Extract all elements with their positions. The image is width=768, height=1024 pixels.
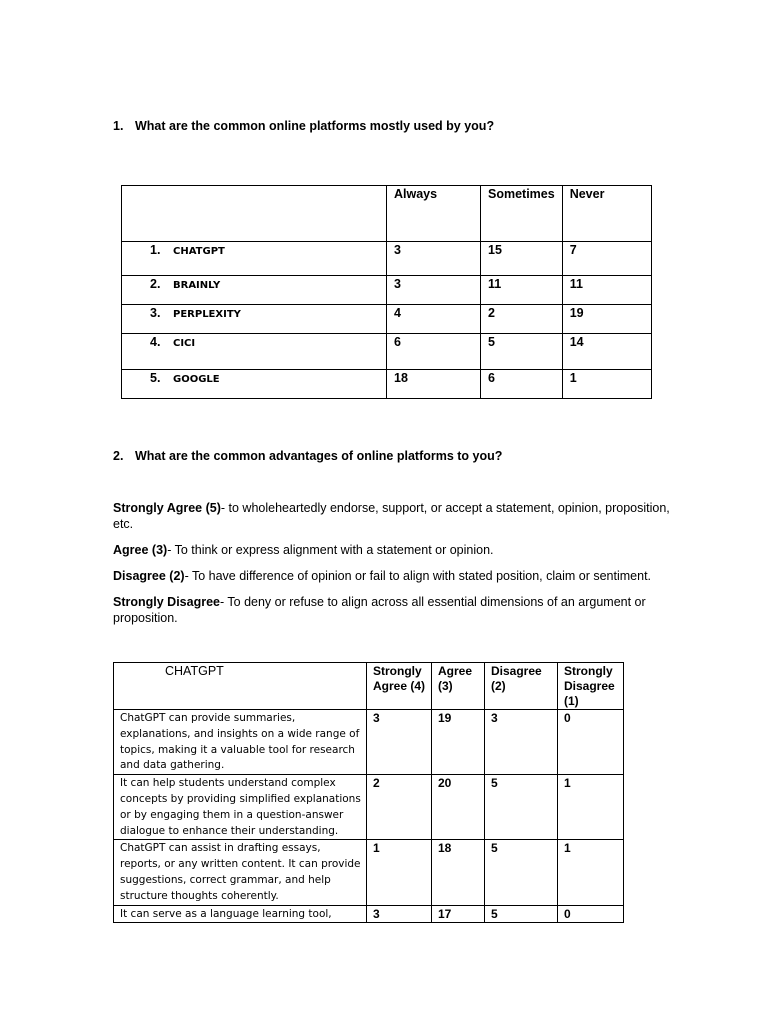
row-number: 2. (150, 277, 161, 291)
platform-name: PERPLEXITY (173, 309, 241, 320)
agree-value: 19 (432, 710, 485, 775)
platform-cell (122, 305, 387, 334)
platform-name: CICI (173, 338, 196, 349)
agree-value: 17 (432, 905, 485, 923)
definition-term: Strongly Disagree (113, 595, 220, 609)
sometimes-value: 6 (481, 370, 563, 399)
row-number: 1. (150, 243, 161, 257)
definition-strongly-agree (113, 500, 688, 532)
question-2-text: What are the common advantages of online platforms to you? (135, 449, 503, 463)
strongly-disagree-value: 1 (558, 775, 624, 840)
question-1 (113, 119, 494, 133)
statement-cell: ChatGPT can provide summaries, explanations, and insights on a wide range of topics, making it a valuable tool for research and data gathering. (114, 710, 367, 775)
definition-term: Strongly Agree (5) (113, 501, 221, 515)
platform-cell (122, 334, 387, 370)
definition-text: - To deny or refuse to align across all essential dimensions of an argument or proposition. (113, 595, 646, 625)
always-value: 4 (387, 305, 481, 334)
table-header-row (122, 186, 652, 242)
strongly-disagree-value: 0 (558, 710, 624, 775)
strongly-agree-value: 3 (367, 710, 432, 775)
disagree-value: 5 (485, 840, 558, 905)
definition-strongly-disagree (113, 594, 673, 626)
never-value: 19 (562, 305, 651, 334)
question-1-text: What are the common online platforms mostly used by you? (135, 119, 495, 133)
disagree-value: 5 (485, 905, 558, 923)
row-number: 4. (150, 335, 161, 349)
always-value: 3 (387, 276, 481, 305)
header-strongly-agree: Strongly Agree (4) (367, 663, 432, 710)
header-disagree: Disagree (2) (485, 663, 558, 710)
chatgpt-advantages-table (113, 662, 624, 923)
platform-cell (122, 370, 387, 399)
row-number: 3. (150, 306, 161, 320)
header-sometimes: Sometimes (481, 186, 563, 242)
strongly-agree-value: 3 (367, 905, 432, 923)
question-2 (113, 449, 502, 463)
statement-cell: ChatGPT can assist in drafting essays, reports, or any written content. It can provide suggestions, correct grammar, and help structure thoughts coherently. (114, 840, 367, 905)
table-row (114, 840, 624, 905)
header-cell-blank (122, 186, 387, 242)
header-always: Always (387, 186, 481, 242)
always-value: 18 (387, 370, 481, 399)
never-value: 1 (562, 370, 651, 399)
definition-disagree (113, 568, 688, 584)
definition-text: - To think or express alignment with a statement or opinion. (167, 543, 494, 557)
sometimes-value: 5 (481, 334, 563, 370)
platform-usage-table (121, 185, 652, 399)
strongly-disagree-value: 1 (558, 840, 624, 905)
table-row (122, 242, 652, 276)
header-chatgpt: CHATGPT (114, 663, 367, 710)
definition-term: Agree (3) (113, 543, 168, 557)
question-2-number: 2. (113, 449, 124, 463)
strongly-agree-value: 2 (367, 775, 432, 840)
definition-text: - To have difference of opinion or fail to align with stated position, claim or sentiment. (184, 569, 652, 583)
platform-cell (122, 276, 387, 305)
disagree-value: 5 (485, 775, 558, 840)
never-value: 14 (562, 334, 651, 370)
agree-value: 20 (432, 775, 485, 840)
table-row (114, 710, 624, 775)
table-header-row (114, 663, 624, 710)
table-row (114, 905, 624, 923)
sometimes-value: 15 (481, 242, 563, 276)
table-row (114, 775, 624, 840)
header-strongly-disagree: Strongly Disagree (1) (558, 663, 624, 710)
platform-cell (122, 242, 387, 276)
row-number: 5. (150, 371, 161, 385)
platform-name: BRAINLY (173, 280, 221, 291)
strongly-disagree-value: 0 (558, 905, 624, 923)
always-value: 6 (387, 334, 481, 370)
header-agree: Agree (3) (432, 663, 485, 710)
statement-cell: It can serve as a language learning tool, (114, 905, 367, 923)
definition-agree (113, 542, 688, 558)
never-value: 11 (562, 276, 651, 305)
always-value: 3 (387, 242, 481, 276)
statement-cell: It can help students understand complex concepts by providing simplified explanations or by engaging them in a question-answer dialogue to enhance their understanding. (114, 775, 367, 840)
table-row (122, 370, 652, 399)
platform-name: CHATGPT (173, 246, 225, 257)
table-row (122, 276, 652, 305)
disagree-value: 3 (485, 710, 558, 775)
platform-name: GOOGLE (173, 374, 220, 385)
strongly-agree-value: 1 (367, 840, 432, 905)
question-1-number: 1. (113, 119, 124, 133)
table-row (122, 334, 652, 370)
sometimes-value: 11 (481, 276, 563, 305)
never-value: 7 (562, 242, 651, 276)
header-never: Never (562, 186, 651, 242)
table-row (122, 305, 652, 334)
sometimes-value: 2 (481, 305, 563, 334)
agree-value: 18 (432, 840, 485, 905)
definition-text: - to wholeheartedly endorse, support, or accept a statement, opinion, proposition, etc. (113, 501, 670, 531)
definition-term: Disagree (2) (113, 569, 185, 583)
